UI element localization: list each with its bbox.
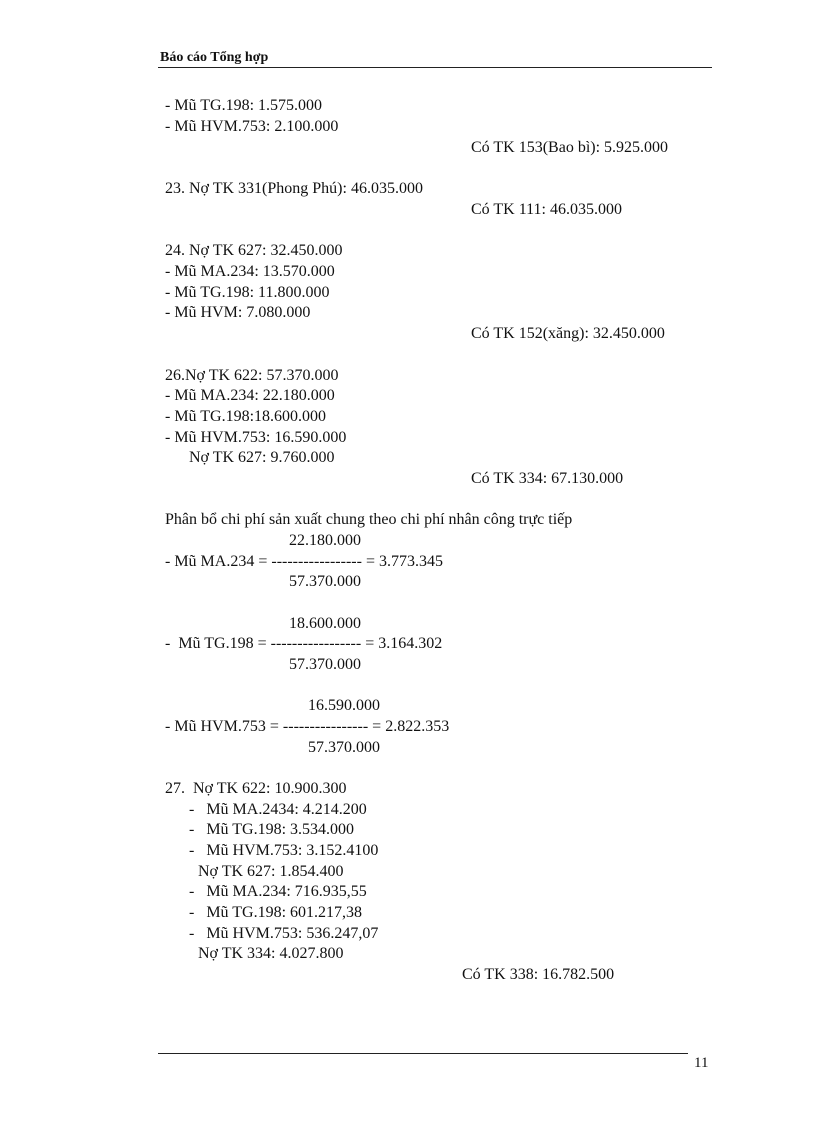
text-line: 57.370.000 <box>308 739 380 756</box>
text-line: - Mũ HVM: 7.080.000 <box>165 304 311 321</box>
text-line: Có TK 338: 16.782.500 <box>462 966 615 983</box>
text-line: 22.180.000 <box>289 532 361 549</box>
text-line: - Mũ HVM.753: 536.247,07 <box>189 925 379 942</box>
text-line: - Mũ MA.2434: 4.214.200 <box>189 801 367 818</box>
text-line: 26.Nợ TK 622: 57.370.000 <box>165 367 339 384</box>
text-line: - Mũ HVM.753 = ---------------- = 2.822.353 <box>165 718 450 735</box>
text-line: 24. Nợ TK 627: 32.450.000 <box>165 242 343 259</box>
text-line: Nợ TK 627: 1.854.400 <box>198 863 344 880</box>
text-line: - Mũ HVM.753: 2.100.000 <box>165 118 339 135</box>
text-line: - Mũ MA.234: 716.935,55 <box>189 883 367 900</box>
text-line: - Mũ TG.198:18.600.000 <box>165 408 327 425</box>
text-line: Nợ TK 334: 4.027.800 <box>198 945 344 962</box>
text-line: Có TK 334: 67.130.000 <box>471 470 624 487</box>
header-rule <box>158 67 712 68</box>
text-line: - Mũ MA.234: 13.570.000 <box>165 263 335 280</box>
text-line: 57.370.000 <box>289 656 361 673</box>
text-line: - Mũ TG.198: 1.575.000 <box>165 97 323 114</box>
page-header-title: Báo cáo Tổng hợp <box>160 50 269 65</box>
text-line: 18.600.000 <box>289 615 361 632</box>
text-line: Phân bổ chi phí sản xuất chung theo chi phí nhân công trực tiếp <box>165 511 573 528</box>
text-line: - Mũ TG.198: 11.800.000 <box>165 284 330 301</box>
text-line: Nợ TK 627: 9.760.000 <box>189 449 335 466</box>
text-line: Có TK 152(xăng): 32.450.000 <box>471 325 665 342</box>
text-line: 23. Nợ TK 331(Phong Phú): 46.035.000 <box>165 180 423 197</box>
footer-rule <box>158 1053 688 1054</box>
text-line: 16.590.000 <box>308 697 380 714</box>
text-line: Có TK 153(Bao bì): 5.925.000 <box>471 139 669 156</box>
text-line: - Mũ HVM.753: 16.590.000 <box>165 429 347 446</box>
text-line: - Mũ TG.198: 3.534.000 <box>189 821 355 838</box>
text-line: - Mũ MA.234: 22.180.000 <box>165 387 335 404</box>
text-line: - Mũ MA.234 = ----------------- = 3.773.345 <box>165 553 443 570</box>
text-line: - Mũ TG.198: 601.217,38 <box>189 904 363 921</box>
text-line: 57.370.000 <box>289 573 361 590</box>
text-line: Có TK 111: 46.035.000 <box>471 201 622 218</box>
text-line: 27. Nợ TK 622: 10.900.300 <box>165 780 347 797</box>
text-line: - Mũ TG.198 = ----------------- = 3.164.302 <box>165 635 443 652</box>
text-line: - Mũ HVM.753: 3.152.4100 <box>189 842 379 859</box>
page-number: 11 <box>694 1055 709 1071</box>
